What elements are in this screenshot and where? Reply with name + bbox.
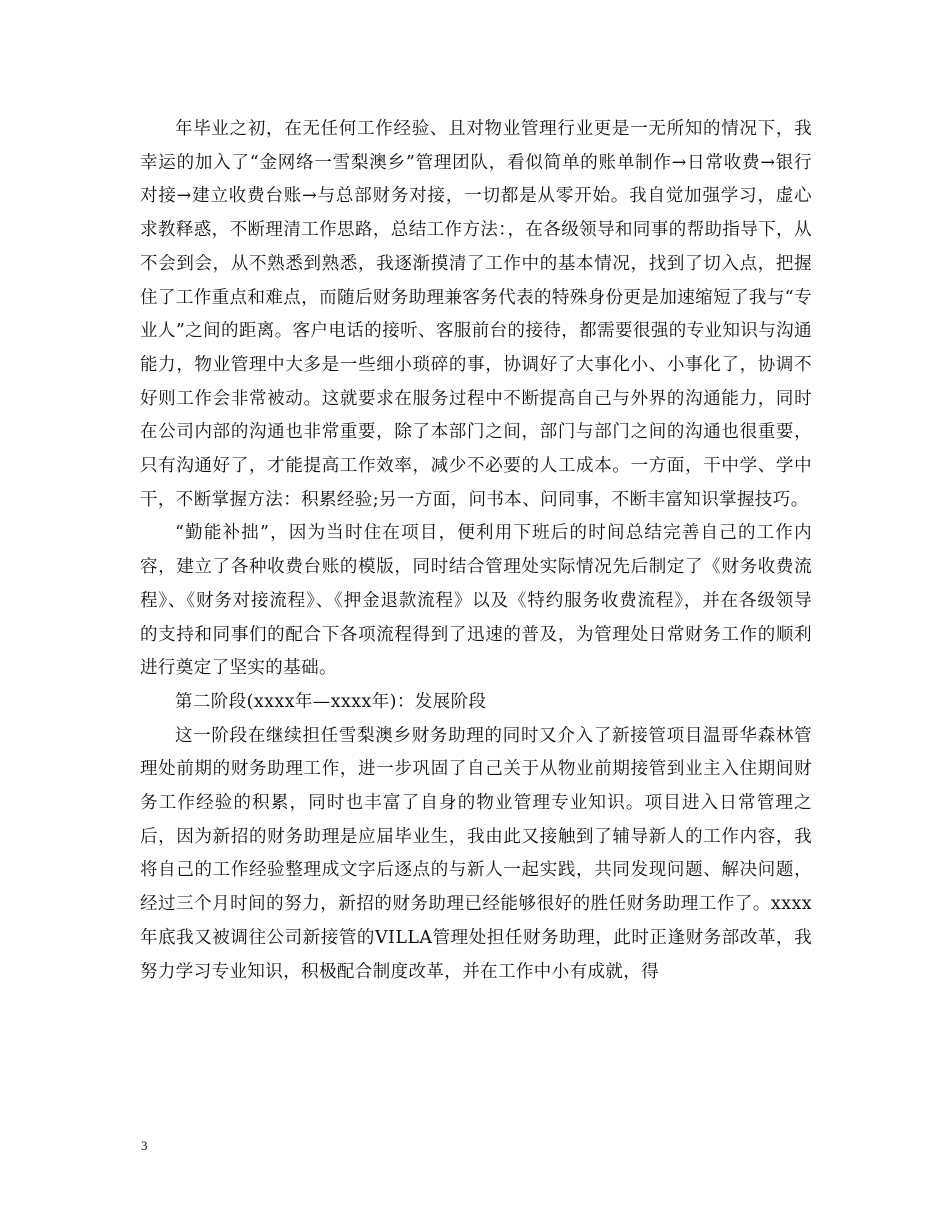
document-body: [140, 113, 812, 989]
section-heading: 第二阶段(xxxx年—xxxx年)：发展阶段: [175, 691, 487, 712]
paragraph-3: 这一阶段在继续担任雪梨澳乡财务助理的同时又介入了新接管项目温哥华森林管理处前期的财务助理工作，进一步巩固了自己关于从物业前期接管到业主入住期间财务工作经验的积累，同时也丰富了自身的物业管理专业知识。项目进入日常管理之后，因为新招的财务助理是应届毕业生，我由此又接触到了辅导新人的工作内容，我将自己的工作经验整理成文字后逐点的与新人一起实践，共同发现问题、解决问题，经过三个月时间的努力，新招的财务助理已经能够很好的胜任财务助理工作了。xxxx年底我又被调往公司新接管的VILLA管理处担任财务助理，此时正逢财务部改革，我努力学习专业知识，积极配合制度改革，并在工作中小有成就，得: [140, 725, 812, 982]
paragraph-2: “勤能补拙”，因为当时住在项目，便利用下班后的时间总结完善自己的工作内容，建立了各种收费台账的模版，同时结合管理处实际情况先后制定了《财务收费流程》、《财务对接流程》、《押金退款流程》以及《特约服务收费流程》，并在各级领导的支持和同事们的配合下各项流程得到了迅速的普及，为管理处日常财务工作的顺利进行奠定了坚实的基础。: [140, 523, 812, 679]
paragraph-1: 年毕业之初，在无任何工作经验、且对物业管理行业更是一无所知的情况下，我幸运的加入了“金网络一雪梨澳乡”管理团队，看似简单的账单制作→日常收费→银行对接→建立收费台账→与总部财务对接，一切都是从零开始。我自觉加强学习，虚心求教释惑，不断理清工作思路，总结工作方法：，在各级领导和同事的帮助指导下，从不会到会，从不熟悉到熟悉，我逐渐摸清了工作中的基本情况，找到了切入点，把握住了工作重点和难点，而随后财务助理兼客务代表的特殊身份更是加速缩短了我与“专业人”之间的距离。客户电话的接听、客服前台的接待，都需要很强的专业知识与沟通能力，物业管理中大多是一些细小琐碎的事，协调好了大事化小、小事化了，协调不好则工作会非常被动。这就要求在服务过程中不断提高自己与外界的沟通能力，同时在公司内部的沟通也非常重要，除了本部门之间，部门与部门之间的沟通也很重要，只有沟通好了，才能提高工作效率，减少不必要的人工成本。一方面，干中学、学中干，不断掌握方法：积累经验;另一方面，问书本、问同事，不断丰富知识掌握技巧。: [140, 119, 812, 510]
page-number: 3: [141, 1138, 148, 1153]
